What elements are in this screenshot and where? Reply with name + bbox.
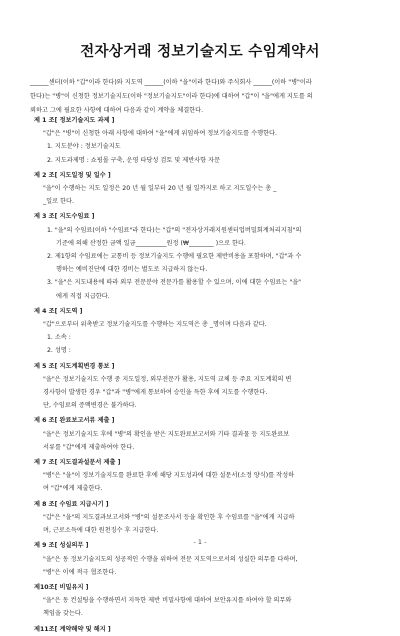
article-heading: 제 7 조[ 지도결과설문서 제출 ] — [34, 459, 121, 467]
article-text-line: "병"은 "을"이 정보기술지도를 완료한 후에 해당 지도성과에 대한 설문서(소정 양식)를 작성하 — [43, 472, 295, 480]
article-text-line: 여 "갑"에게 제출한다. — [43, 485, 103, 493]
article-heading: 제 4 조[ 지도역 ] — [34, 307, 83, 315]
article-text-line: "갑"은 "병"이 신청한 아래 사항에 대하여 "을"에게 위임하여 정보기술지도를 수행한다. — [43, 130, 277, 138]
document-title: 전자상거래 정보기술지도 수임계약서 — [80, 44, 320, 60]
article-text-line: 2. 성명 : — [47, 347, 71, 355]
article-text-line: 에게 직접 지급한다. — [56, 292, 110, 300]
article-text-line: 1. 소속 : — [47, 334, 71, 342]
article-heading: 제 2 조[ 지도일정 및 일수 ] — [34, 171, 111, 179]
article-text-line: 3. "을"은 지도내용에 따라 외부 전문분야 전문가를 활용할 수 있으며, 이에 대한 수임료는 "을" — [47, 279, 302, 287]
article-heading: 제 5 조[ 지도계획변경 통보 ] — [34, 362, 115, 370]
article-text-line: 며, 근로소득에 대한 원천징수 후 지급한다. — [43, 527, 159, 535]
article-text-line: "병"은 이에 적극 협조한다. — [43, 568, 117, 576]
article-text-line: "을"은 정보기술지도 후에 "병"의 확인을 받은 지도완료보고서와 기타 결과물 등 지도완료보 — [43, 430, 290, 438]
article-text-line: _일로 한다. — [43, 198, 74, 206]
article-text-line: 서류를 "갑"에게 제출하여야 한다. — [43, 443, 135, 451]
article-heading: 제 8 조[ 수임료 지급시기 ] — [34, 500, 109, 508]
article-heading: 제 1 조[ 정보기술지도 과제 ] — [34, 117, 115, 124]
article-text-line: 2. 지도과제명 : 쇼핑몰 구축, 운영 타당성 검토 및 제반사항 자문 — [47, 156, 221, 164]
article-text-line: "을"은 동 컨설팅을 수행하면서 지득한 제반 비밀사항에 대하여 보안유지를 하여야 할 의무와 — [43, 597, 292, 605]
page-number: - 1 - — [193, 538, 207, 546]
article-heading: 제11조[ 계약해약 및 해지 ] — [34, 625, 111, 633]
article-text-line: 2. 제1항의 수임료에는 교통비 등 정보기술지도 수행에 필요한 제반비용을 포함하며, "갑"과 수 — [47, 253, 302, 261]
article-text-line: 기준에 의해 산정한 금액 일금__________원정 (₩________ )으로 한다. — [56, 239, 246, 247]
article-heading: 제 9 조[ 성실의무 ] — [34, 542, 89, 550]
article-text-line: "을"은 동 정보기술지도의 성공적인 수행을 위하여 전문 지도역으로서의 성실한 의무를 다하며, — [43, 555, 298, 563]
article-text-line: 책임을 갖는다. — [43, 610, 83, 618]
article-text-line: "갑"으로부터 위촉받고 정보기술지도를 수행하는 지도역은 총 _명이며 다음과 같다. — [43, 321, 267, 329]
article-text-line: 단, 수임료의 증액변경은 불가하다. — [43, 402, 137, 410]
intro-line: 뢰하고 그에 필요한 사항에 대하여 다음과 같이 계약을 체결한다. — [30, 107, 204, 114]
article-text-line: 경사항이 발생한 경우 "갑"과 "병"에게 통보하여 승인을 득한 후에 지도를 수행한다. — [43, 389, 268, 397]
article-text-line: 1. 지도분야 : 정보기술지도 — [47, 143, 121, 151]
article-heading: 제 6 조[ 완료보고서류 제출 ] — [34, 417, 115, 425]
intro-line: ______센터(이하 "갑"이라 한다)와 지도역 ______(이하 "을"이라 한다)와 주식회사 ______(이하 "병"이라 — [30, 79, 312, 86]
article-text-line: "을"은 정보기술지도 수행 중 지도일정, 외부전문가 활용, 지도역 교체 등 주요 지도계획의 변 — [43, 375, 292, 383]
article-heading: 제 3 조[ 지도수임료 ] — [34, 213, 95, 221]
article-text-line: 행하는 예비진단에 대한 경비는 별도로 지급하지 않는다. — [56, 266, 208, 274]
article-text-line: "을"이 수행하는 지도 일정은 20 년 월 일부터 20 년 월 일까지로 하고 지도일수는 총 _ — [43, 185, 277, 193]
intro-line: 한다)는 "병"이 신청한 정보기술지도(이하 "정보기술지도"이라 한다)에 대하여 "갑"이 "을"에게 지도를 의 — [30, 93, 313, 100]
articles-body — [34, 112, 380, 636]
article-heading: 제10조[ 비밀유지 ] — [34, 583, 89, 591]
article-text-line: 1. "을"의 수임료(이하 "수임료"라 한다)는 "갑"의 "전자상거래지원센터업버밀회계처리지침"의 — [47, 226, 302, 234]
article-text-line: "갑"은 "을"의 지도결과보고서와 "병"의 설문조사서 등을 확인한 후 수임료를 "을"에게 지급하 — [43, 513, 295, 521]
